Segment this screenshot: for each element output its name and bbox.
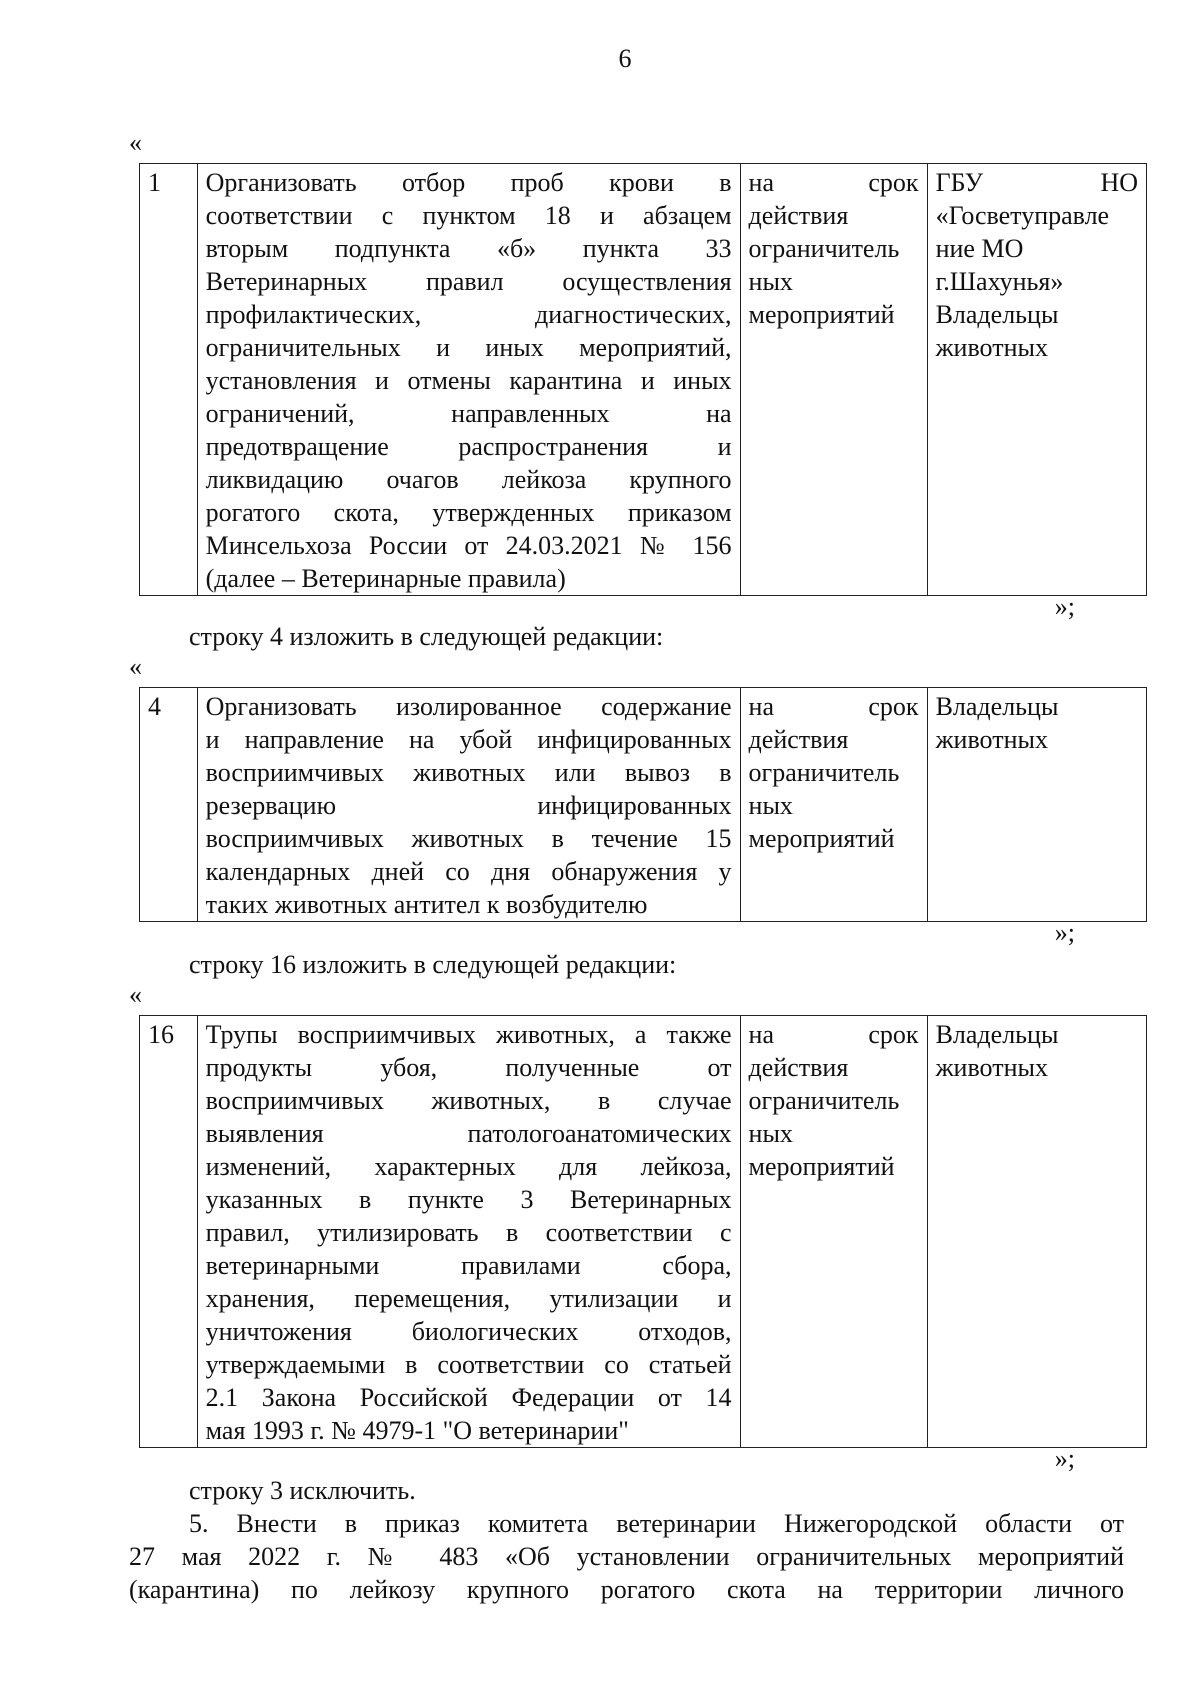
executor-cell bbox=[927, 688, 1146, 922]
measure-text-line: ветеринарными правилами сбора, bbox=[205, 1251, 732, 1280]
measure-text-line: Ветеринарных правил осуществления bbox=[205, 267, 732, 296]
quote-close-3: »; bbox=[1054, 1444, 1075, 1473]
term-line: мероприятий bbox=[748, 1152, 895, 1181]
quote-open-1: « bbox=[129, 128, 142, 157]
executor-cell bbox=[927, 164, 1146, 596]
measure-text-cell bbox=[197, 688, 740, 922]
measure-text-line: ликвидацию очагов лейкоза крупного bbox=[205, 465, 732, 494]
executor-cell bbox=[927, 1016, 1146, 1448]
measure-text-line: указанных в пункте 3 Ветеринарных bbox=[205, 1185, 732, 1214]
page-number: 6 bbox=[618, 44, 632, 73]
measure-text-line: профилактических, диагностических, bbox=[205, 300, 732, 329]
measure-text-line: вторым подпункта «б» пункта 33 bbox=[205, 234, 732, 263]
term-line: на срок bbox=[748, 692, 919, 721]
measure-text-line: Минсельхоза России от 24.03.2021 № 156 bbox=[205, 531, 732, 560]
row-number-cell: 4 bbox=[140, 688, 198, 922]
term-line: действия bbox=[748, 1053, 849, 1082]
quote-open-3: « bbox=[129, 980, 142, 1009]
term-line: на срок bbox=[748, 168, 919, 197]
term-line: действия bbox=[748, 725, 849, 754]
executor-line: Владельцы bbox=[935, 692, 1059, 721]
quote-open-2: « bbox=[129, 652, 142, 681]
measure-text-line: уничтожения биологических отходов, bbox=[205, 1317, 732, 1346]
term-line: ограничитель bbox=[748, 234, 900, 263]
table-row bbox=[140, 688, 1147, 922]
table-row bbox=[140, 1016, 1147, 1448]
term-line: ных bbox=[748, 791, 793, 820]
term-cell bbox=[740, 688, 927, 922]
measure-text-line: хранения, перемещения, утилизации и bbox=[205, 1284, 732, 1313]
instruction-line-row-16: строку 16 изложить в следующей редакции: bbox=[189, 950, 677, 979]
term-line: мероприятий bbox=[748, 300, 895, 329]
term-line: мероприятий bbox=[748, 824, 895, 853]
measure-text-line: Организовать отбор проб крови в bbox=[205, 168, 732, 197]
executor-line: животных bbox=[935, 1053, 1048, 1082]
term-line: ограничитель bbox=[748, 1086, 900, 1115]
measure-text-line: календарных дней со дня обнаружения у bbox=[205, 857, 732, 886]
measure-text-line: восприимчивых животных в течение 15 bbox=[205, 824, 732, 853]
measure-text-line: ограничений, направленных на bbox=[205, 399, 732, 428]
measure-text-line: и направление на убой инфицированных bbox=[205, 725, 732, 754]
term-cell bbox=[740, 164, 927, 596]
quote-close-2: »; bbox=[1054, 918, 1075, 947]
term-line: действия bbox=[748, 201, 849, 230]
measure-text-line: рогатого скота, утвержденных приказом bbox=[205, 498, 732, 527]
term-line: ных bbox=[748, 1119, 793, 1148]
term-cell bbox=[740, 1016, 927, 1448]
measure-text-line: ограничительных и иных мероприятий, bbox=[205, 333, 732, 362]
measure-text-line: резервацию инфицированных bbox=[205, 791, 732, 820]
executor-line: ГБУ НО bbox=[935, 168, 1138, 197]
measure-text-line: мая 1993 г. № 4979-1 "О ветеринарии" bbox=[205, 1416, 629, 1445]
table-row bbox=[140, 164, 1147, 596]
measure-text-line: выявления патологоанатомических bbox=[205, 1119, 732, 1148]
measure-text-line: утверждаемыми в соответствии со статьей bbox=[205, 1350, 732, 1379]
executor-line: животных bbox=[935, 725, 1048, 754]
executor-line: г.Шахунья» bbox=[935, 267, 1064, 296]
row-number-cell: 16 bbox=[140, 1016, 198, 1448]
measure-text-line: восприимчивых животных или вывоз в bbox=[205, 758, 732, 787]
measure-text-line: (далее – Ветеринарные правила) bbox=[205, 564, 566, 593]
measure-text-line: предотвращение распространения и bbox=[205, 432, 732, 461]
term-line: ограничитель bbox=[748, 758, 900, 787]
measure-text-line: Организовать изолированное содержание bbox=[205, 692, 732, 721]
instruction-line-exclude-3: строку 3 исключить. bbox=[189, 1476, 416, 1505]
executor-line: Владельцы bbox=[935, 1020, 1059, 1049]
paragraph-5-line-2: 27 мая 2022 г. № 483 «Об установлении ограничительных мероприятий bbox=[129, 1542, 1124, 1571]
measure-text-cell bbox=[197, 164, 740, 596]
amendment-table-row-1 bbox=[139, 163, 1147, 596]
measure-text-line: соответствии с пунктом 18 и абзацем bbox=[205, 201, 732, 230]
measure-text-line: таких животных антител к возбудителю bbox=[205, 890, 648, 919]
measure-text-line: продукты убоя, полученные от bbox=[205, 1053, 732, 1082]
measure-text-line: установления и отмены карантина и иных bbox=[205, 366, 732, 395]
row-number-cell: 1 bbox=[140, 164, 198, 596]
executor-line: Владельцы bbox=[935, 300, 1059, 329]
paragraph-5-line-3: (карантина) по лейкозу крупного рогатого скота на территории личного bbox=[129, 1575, 1124, 1604]
amendment-table-row-16 bbox=[139, 1015, 1147, 1448]
quote-close-1: »; bbox=[1054, 592, 1075, 621]
measure-text-line: правил, утилизировать в соответствии с bbox=[205, 1218, 732, 1247]
measure-text-cell bbox=[197, 1016, 740, 1448]
measure-text-line: изменений, характерных для лейкоза, bbox=[205, 1152, 732, 1181]
measure-text-line: Трупы восприимчивых животных, а также bbox=[205, 1020, 732, 1049]
instruction-line-row-4: строку 4 изложить в следующей редакции: bbox=[189, 622, 664, 651]
executor-line: животных bbox=[935, 333, 1048, 362]
measure-text-line: 2.1 Закона Российской Федерации от 14 bbox=[205, 1383, 732, 1412]
paragraph-5-line-1: 5. Внести в приказ комитета ветеринарии Нижегородской области от bbox=[189, 1509, 1124, 1538]
executor-line: ние МО bbox=[935, 234, 1024, 263]
executor-line: «Госветуправле bbox=[935, 201, 1110, 230]
term-line: ных bbox=[748, 267, 793, 296]
measure-text-line: восприимчивых животных, в случае bbox=[205, 1086, 732, 1115]
term-line: на срок bbox=[748, 1020, 919, 1049]
amendment-table-row-4 bbox=[139, 687, 1147, 922]
